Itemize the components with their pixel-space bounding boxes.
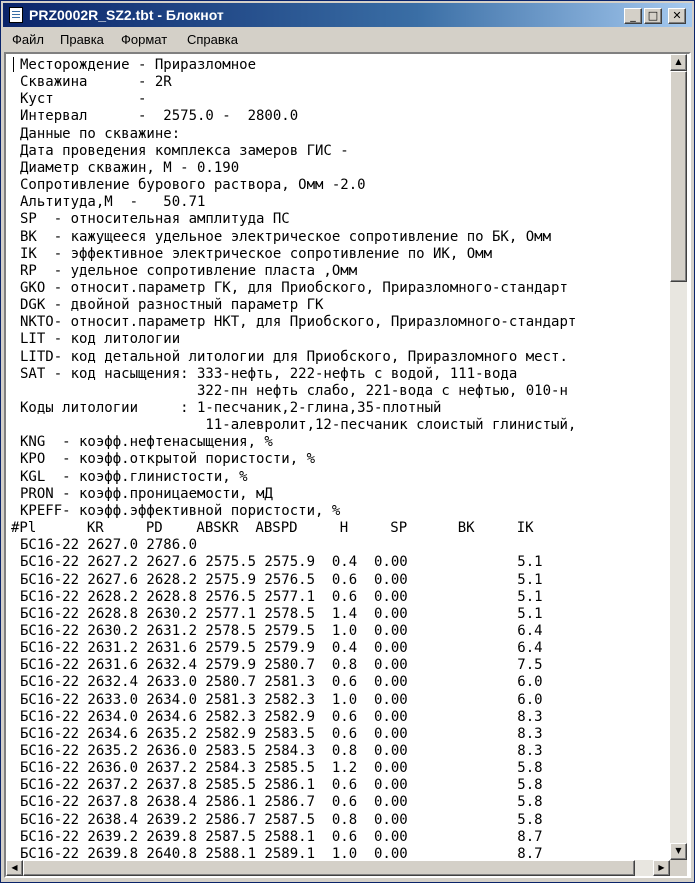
title-bar[interactable] [3, 3, 692, 27]
table-header-line: #Pl KR PD ABSKR ABSPD H SP BK IK [11, 520, 534, 537]
table-row: БС16-22 2628.8 2630.2 2577.1 2578.5 1.4 0.00 5.1 [20, 605, 543, 622]
scroll-left-button[interactable]: ◀ [6, 860, 23, 876]
text-line: KNG - коэфф.нефтенасыщения, % [20, 434, 273, 451]
text-line: SAT - код насыщения: 333-нефть, 222-нефть с водой, 111-вода [20, 365, 518, 382]
table-row: БС16-22 2634.6 2635.2 2582.9 2583.5 0.6 0.00 8.3 [20, 725, 543, 742]
text-line: BK - кажущееся удельное электрическое сопротивление по БК, Омм [20, 228, 552, 245]
text-line: KGL - коэфф.глинистости, % [20, 468, 248, 485]
text-caret [13, 57, 14, 72]
minimize-button[interactable]: _ [624, 8, 642, 24]
text-line: Интервал - 2575.0 - 2800.0 [20, 108, 299, 125]
text-line: DGK - двойной разностный параметр ГК [20, 297, 324, 314]
text-line: Коды литологии : 1-песчаник,2-глина,35-плотный [20, 400, 442, 416]
text-line: PRON - коэфф.проницаемости, мД [20, 485, 273, 502]
table-row: БС16-22 2631.2 2631.6 2579.5 2579.9 0.4 0.00 6.4 [20, 640, 543, 657]
table-row: БС16-22 2635.2 2636.0 2583.5 2584.3 0.8 0.00 8.3 [20, 743, 543, 759]
vertical-scroll-thumb[interactable] [670, 71, 687, 282]
table-row: БС16-22 2631.6 2632.4 2579.9 2580.7 0.8 0.00 7.5 [20, 657, 543, 674]
text-line: Диаметр скважин, М - 0.190 [20, 159, 240, 176]
text-line: KPO - коэфф.открытой пористости, % [20, 451, 316, 468]
table-row: БС16-22 2637.8 2638.4 2586.1 2586.7 0.6 0.00 5.8 [20, 794, 543, 811]
text-line: LIT - код литологии [20, 331, 181, 348]
table-row: БС16-22 2637.2 2637.8 2585.5 2586.1 0.6 0.00 5.8 [20, 777, 543, 794]
text-line: Скважина - 2R [20, 74, 172, 91]
text-line: RP - удельное сопротивление пласта ,Омм [20, 262, 358, 279]
horizontal-scrollbar[interactable] [6, 860, 670, 876]
text-line: Сопротивление бурового раствора, Омм -2.0 [20, 177, 366, 194]
maximize-button[interactable]: □ [644, 8, 662, 24]
scroll-right-button[interactable]: ▶ [653, 860, 670, 876]
text-line: NKTO- относит.параметр НКТ, для Приобского, Приразломного-стандарт [20, 314, 577, 331]
menu-edit[interactable]: Правка [60, 32, 104, 47]
table-row: БС16-22 2627.2 2627.6 2575.5 2575.9 0.4 0.00 5.1 [20, 554, 543, 571]
table-row: БС16-22 2630.2 2631.2 2578.5 2579.5 1.0 0.00 6.4 [20, 622, 543, 639]
window-title: PRZ0002R_SZ2.tbt - Блокнот [29, 7, 224, 23]
text-line: Альтитуда,М - 50.71 [20, 194, 206, 211]
text-editor[interactable] [8, 54, 670, 860]
scroll-up-button[interactable]: ▲ [670, 54, 687, 71]
table-row: БС16-22 2639.2 2639.8 2587.5 2588.1 0.6 0.00 8.7 [20, 828, 543, 845]
table-row: БС16-22 2636.0 2637.2 2584.3 2585.5 1.2 0.00 5.8 [20, 760, 543, 777]
table-row: БС16-22 2638.4 2639.2 2586.7 2587.5 0.8 0.00 5.8 [20, 811, 543, 828]
table-row: БС16-22 2627.0 2786.0 [20, 537, 198, 554]
text-line: Дата проведения комплекса замеров ГИС - [20, 142, 349, 159]
menu-file[interactable]: Файл [12, 32, 44, 47]
menu-bar [3, 29, 692, 50]
text-line: LITD- код детальной литологии для Приобского, Приразломного мест. [20, 348, 568, 365]
table-row: БС16-22 2628.2 2628.8 2576.5 2577.1 0.6 0.00 5.1 [20, 588, 543, 605]
text-line: Куст - [20, 91, 147, 108]
text-line: SP - относительная амплитуда ПС [20, 211, 290, 228]
text-line: Данные по скважине: [20, 125, 181, 142]
vertical-scrollbar[interactable] [670, 54, 687, 860]
scrollbar-corner [670, 860, 687, 876]
horizontal-scroll-thumb[interactable] [23, 860, 635, 876]
menu-format[interactable]: Формат [121, 32, 168, 47]
notepad-icon[interactable] [9, 7, 23, 23]
table-row: БС16-22 2627.6 2628.2 2575.9 2576.5 0.6 0.00 5.1 [20, 571, 543, 588]
table-row: БС16-22 2639.8 2640.8 2588.1 2589.1 1.0 0.00 8.7 [20, 845, 543, 860]
text-line: 322-пн нефть слабо, 221-вода с нефтью, 010-н [20, 382, 568, 399]
menu-help[interactable]: Справка [187, 32, 238, 47]
table-row: БС16-22 2634.0 2634.6 2582.3 2582.9 0.6 0.00 8.3 [20, 708, 543, 725]
table-row: БС16-22 2633.0 2634.0 2581.3 2582.3 1.0 0.00 6.0 [20, 691, 543, 708]
client-area [4, 52, 691, 878]
text-line: GKO - относит.параметр ГК, для Приобского, Приразломного-стандарт [20, 279, 568, 296]
text-line: IK - эффективное электрическое сопротивление по ИК, Омм [20, 245, 493, 262]
text-line: Месторождение - Приразломное [20, 57, 257, 73]
text-line: KPEFF- коэфф.эффективной пористости, % [20, 502, 341, 519]
text-line: 11-алевролит,12-песчаник слоистый глинистый, [20, 417, 577, 434]
close-button[interactable]: ✕ [668, 8, 686, 24]
table-row: БС16-22 2632.4 2633.0 2580.7 2581.3 0.6 0.00 6.0 [20, 674, 543, 691]
scroll-down-button[interactable]: ▼ [670, 843, 687, 860]
